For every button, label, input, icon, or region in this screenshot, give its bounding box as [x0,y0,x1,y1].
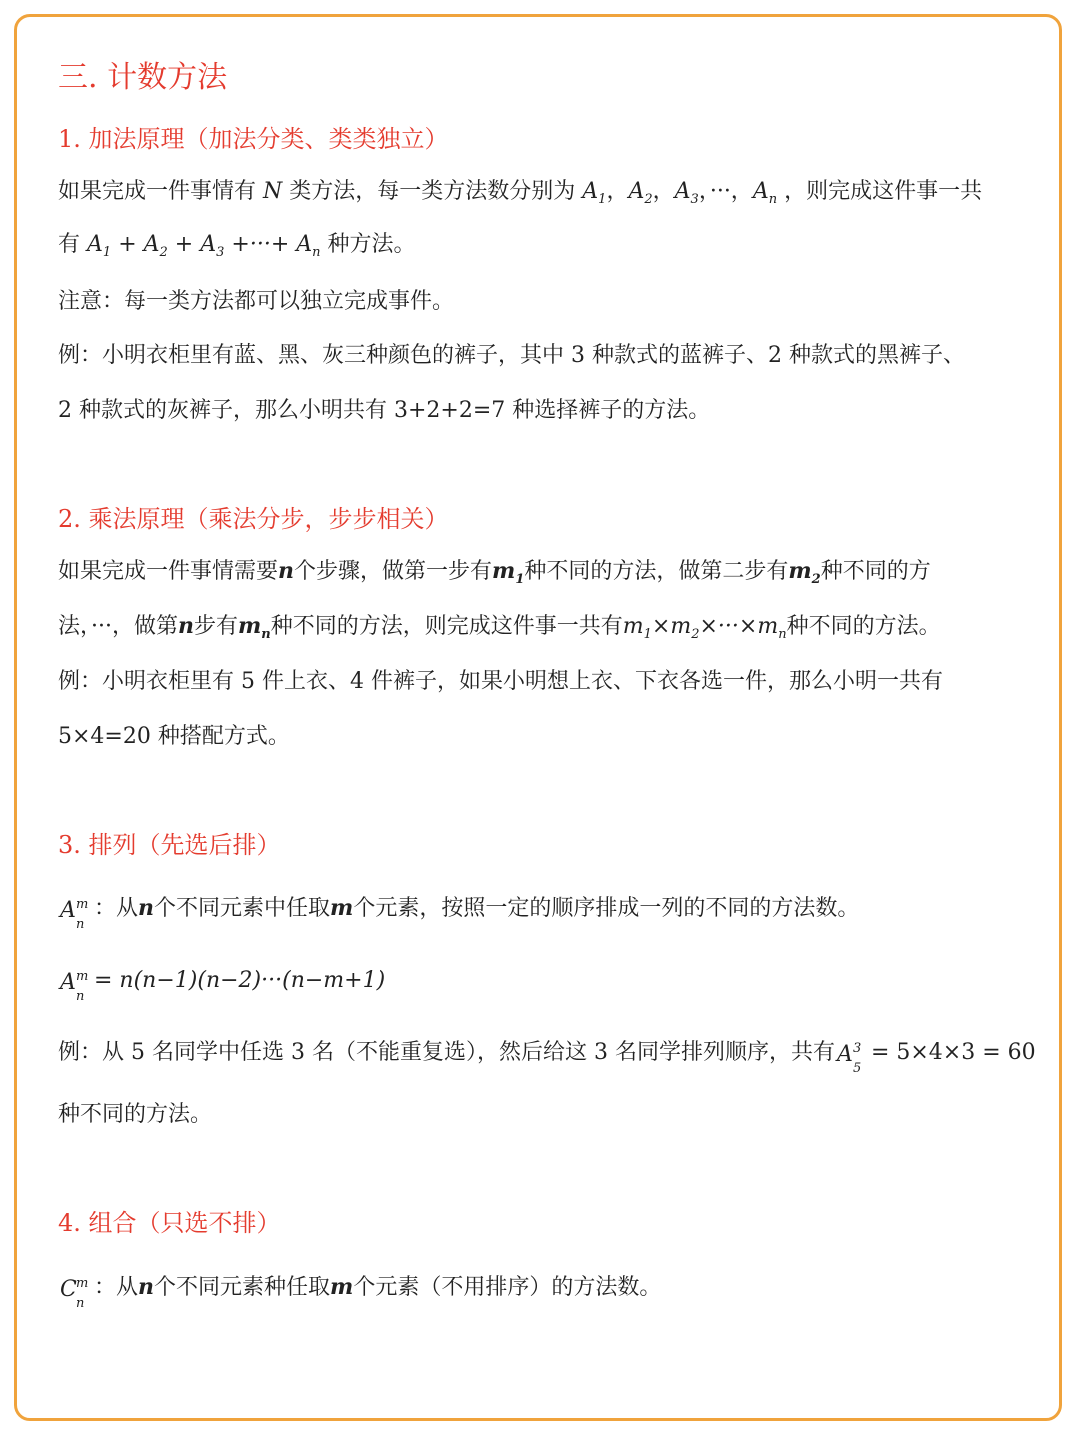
text: 类方法，每一类方法数分别为 [289,179,576,204]
math-n-capital: N [263,179,283,204]
section-4-definition: C m n ：从n个不同元素种任取m个元素（不用排序）的方法数。 [60,1274,662,1311]
text: 有 [58,232,81,257]
math-a2: $A_2$ [628,179,653,207]
text: 如果完成一件事情有 [58,179,257,204]
text: 种方法。 [327,232,416,257]
section-2-line-2: 法，···，做第n步有$m_n$种不同的方法，则完成这件事一共有$m_1\times m_2\times\cdot\cdot\cdot\times m_n$种不同的方法。 [58,613,941,642]
math-a-n-m: A m n [60,969,89,1004]
math-n: n [177,613,194,639]
math-a3: $A_3$ [674,179,699,207]
section-1-example-2: 2 种款式的灰裤子，那么小明共有 3+2+2=7 种选择裤子的方法。 [58,398,711,423]
section-4-heading: 4. 组合（只选不排） [58,1209,281,1237]
math-a1: $A_1$ [582,179,607,207]
section-1-line-2 [58,230,416,268]
math-a-5-3: A 3 5 [836,1041,862,1076]
section-1-heading: 1. 加法原理（加法分类、类类独立） [58,125,449,153]
section-3-formula: A m n = n(n−1)(n−2)···(n−m+1) [60,968,386,1004]
section-3-example-2: 种不同的方法。 [58,1102,213,1127]
math-mn: $m_n$ [238,613,271,642]
math-m2: $m_2$ [788,558,821,587]
section-2-example-2: 5×4=20 种搭配方式。 [58,724,290,749]
math-n: n [278,558,295,584]
math-product: $m_1\times m_2\times\cdot\cdot\cdot\times m_n$ [622,614,787,642]
section-1-example-1: 例：小明衣柜里有蓝、黑、灰三种颜色的裤子，其中 3 种款式的蓝裤子、2 种款式的黑裤子、 [58,343,965,368]
section-3-definition: A m n ：从n个不同元素中任取m个元素，按照一定的顺序排成一列的不同的方法数。 [60,895,860,932]
math-m1: $m_1$ [492,558,525,587]
section-1-line-1: 如果完成一件事情有 N 类方法，每一类方法数分别为 $A_1$，$A_2$，$A_3$，···，$A_n$ ，则完成这件事一共 [58,179,983,207]
page-title: 三. 计数方法 [58,60,228,95]
text: ，则完成这件事一共 [784,179,983,204]
section-1-note: 注意：每一类方法都可以独立完成事件。 [58,289,455,314]
math-an: $A_n$ [752,179,778,207]
section-2-line-1: 如果完成一件事情需要n个步骤，做第一步有$m_1$种不同的方法，做第二步有$m_2$种不同的方 [58,558,931,587]
section-2-heading: 2. 乘法原理（乘法分步，步步相关） [58,505,449,533]
math-c-n-m: C m n [60,1276,89,1311]
math-a-n-m: A m n [60,897,89,932]
section-3-example-1: 例：从 5 名同学中任选 3 名（不能重复选），然后给这 3 名同学排列顺序，共有 A 3 5 = 5×4×3 = 60 [58,1040,1036,1076]
section-3-heading: 3. 排列（先选后排） [58,831,281,859]
section-2-example-1: 例：小明衣柜里有 5 件上衣、4 件裤子，如果小明想上衣、下衣各选一件，那么小明一共有 [58,669,943,694]
math-sum: $A_1 + A_2 + A_3$ +···+ $A_n$ [87,232,321,260]
